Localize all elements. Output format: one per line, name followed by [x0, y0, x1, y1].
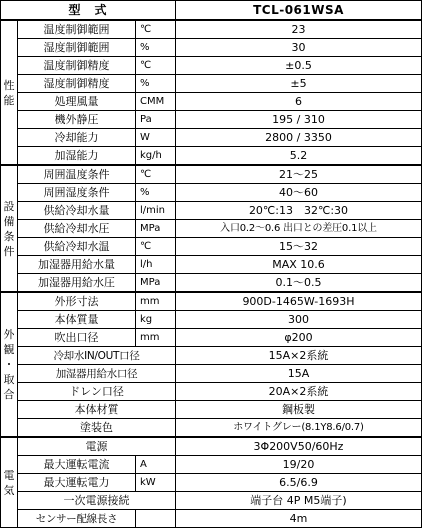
type-label: 型 式 [1, 1, 176, 21]
item-label: 本体質量 [18, 311, 136, 329]
unit-label: l/h [136, 256, 176, 274]
item-label: 供給冷却水量 [18, 202, 136, 220]
unit-label: mm [136, 292, 176, 311]
spec-value: 5.2 [176, 147, 422, 166]
table-row [1, 220, 422, 238]
item-label: 温度制御範囲 [18, 20, 136, 39]
table-row [1, 57, 422, 75]
group-label-char: 能 [3, 93, 15, 107]
group-label-char: 外 [3, 328, 15, 341]
item-label: 外形寸法 [18, 292, 136, 311]
table-row [1, 347, 422, 365]
table-row [1, 165, 422, 184]
spec-value: 入口0.2～0.6 出口との差圧0.1以上 [176, 220, 422, 238]
spec-value: 900D-1465W-1693H [176, 292, 422, 311]
group-label-char: 合 [3, 388, 15, 401]
spec-value: 30 [176, 39, 422, 57]
group-label-char: 備 [3, 214, 15, 228]
spec-value: 6 [176, 93, 422, 111]
item-label: 機外静圧 [18, 111, 136, 129]
spec-value: 21～25 [176, 165, 422, 184]
spec-value: 20A×2系統 [176, 383, 422, 401]
unit-label: mm [136, 329, 176, 347]
group-label-char: 性 [3, 78, 15, 92]
table-row [1, 111, 422, 129]
item-label: 供給冷却水温 [18, 238, 136, 256]
unit-label: % [136, 75, 176, 93]
item-label: 本体材質 [18, 401, 176, 419]
item-label: 処理風量 [18, 93, 136, 111]
group-label-char: 条 [3, 229, 15, 243]
spec-value: 40～60 [176, 184, 422, 202]
spec-value: 19/20 [176, 456, 422, 474]
table-row [1, 20, 422, 39]
table-row [1, 510, 422, 528]
unit-label: ℃ [136, 238, 176, 256]
item-label: 吹出口径 [18, 329, 136, 347]
group-label-char: 取 [3, 373, 15, 386]
item-label: ドレン口径 [18, 383, 176, 401]
table-row [1, 401, 422, 419]
spec-value: 15A [176, 365, 422, 383]
spec-value: 15～32 [176, 238, 422, 256]
table-row [1, 456, 422, 474]
unit-label: kg/h [136, 147, 176, 166]
spec-value: ±0.5 [176, 57, 422, 75]
spec-value: 0.1～0.5 [176, 274, 422, 293]
table-row [1, 437, 422, 456]
unit-label: CMM [136, 93, 176, 111]
group-label-char: ・ [3, 358, 15, 371]
item-label: 周囲温度条件 [18, 165, 136, 184]
item-label: 供給冷却水圧 [18, 220, 136, 238]
group-label [1, 20, 18, 165]
spec-value: 6.5/6.9 [176, 474, 422, 492]
unit-label: kW [136, 474, 176, 492]
group-label-char: 電 [3, 468, 15, 482]
spec-value: 端子台 4P M5端子) [176, 492, 422, 510]
spec-value: ±5 [176, 75, 422, 93]
group-label [1, 437, 18, 528]
item-label: 最大運転電流 [18, 456, 136, 474]
table-row [1, 329, 422, 347]
table-header-row [1, 1, 422, 21]
item-label: 加湿器用給水量 [18, 256, 136, 274]
item-label: 最大運転電力 [18, 474, 136, 492]
item-label: 冷却能力 [18, 129, 136, 147]
unit-label: MPa [136, 220, 176, 238]
group-label-char: 気 [3, 483, 15, 497]
unit-label: % [136, 39, 176, 57]
unit-label [136, 510, 176, 528]
unit-label: l/min [136, 202, 176, 220]
item-label: 湿度制御範囲 [18, 39, 136, 57]
model-name: TCL-061WSA [176, 1, 422, 21]
table-row [1, 184, 422, 202]
unit-label: W [136, 129, 176, 147]
item-label: 電源 [18, 437, 176, 456]
table-row [1, 256, 422, 274]
table-row [1, 292, 422, 311]
spec-value: 3Φ200V50/60Hz [176, 437, 422, 456]
unit-label: A [136, 456, 176, 474]
table-row [1, 75, 422, 93]
item-label: 周囲湿度条件 [18, 184, 136, 202]
table-row [1, 129, 422, 147]
table-row [1, 365, 422, 383]
unit-label: ℃ [136, 57, 176, 75]
item-label: 加湿器用給水圧 [18, 274, 136, 293]
item-label: 加湿器用給水口径 [18, 365, 176, 383]
unit-label: ℃ [136, 20, 176, 39]
table-row [1, 202, 422, 220]
table-row [1, 274, 422, 293]
spec-value: 23 [176, 20, 422, 39]
unit-label: % [136, 184, 176, 202]
table-row [1, 238, 422, 256]
spec-value: 15A×2系統 [176, 347, 422, 365]
group-label [1, 165, 18, 292]
unit-label: MPa [136, 274, 176, 293]
table-row [1, 492, 422, 510]
spec-value: 20℃:13 32℃:30 [176, 202, 422, 220]
spec-value: 195 / 310 [176, 111, 422, 129]
table-row [1, 383, 422, 401]
unit-label: Pa [136, 111, 176, 129]
table-row [1, 419, 422, 438]
item-label: 加湿能力 [18, 147, 136, 166]
table-row [1, 311, 422, 329]
item-label: 温度制御精度 [18, 57, 136, 75]
spec-value: 鋼板製 [176, 401, 422, 419]
spec-table-body [1, 1, 422, 528]
item-label: センサー配線長さ [18, 510, 136, 528]
item-label: 塗装色 [18, 419, 176, 438]
item-label: 湿度制御精度 [18, 75, 136, 93]
spec-value: MAX 10.6 [176, 256, 422, 274]
group-label-char: 設 [3, 199, 15, 213]
spec-value: ホワイトグレー(8.1Y8.6/0.7) [176, 419, 422, 438]
unit-label: kg [136, 311, 176, 329]
table-row [1, 474, 422, 492]
table-row [1, 39, 422, 57]
group-label-char: 観 [3, 343, 15, 356]
unit-label: ℃ [136, 165, 176, 184]
group-label [1, 292, 18, 437]
group-label-char: 件 [3, 244, 15, 258]
spec-value: 300 [176, 311, 422, 329]
spec-value: 2800 / 3350 [176, 129, 422, 147]
table-row [1, 93, 422, 111]
spec-value: 4m [176, 510, 422, 528]
item-label: 一次電源接続 [18, 492, 176, 510]
table-row [1, 147, 422, 166]
item-label: 冷却水IN/OUT口径 [18, 347, 176, 365]
spec-value: φ200 [176, 329, 422, 347]
